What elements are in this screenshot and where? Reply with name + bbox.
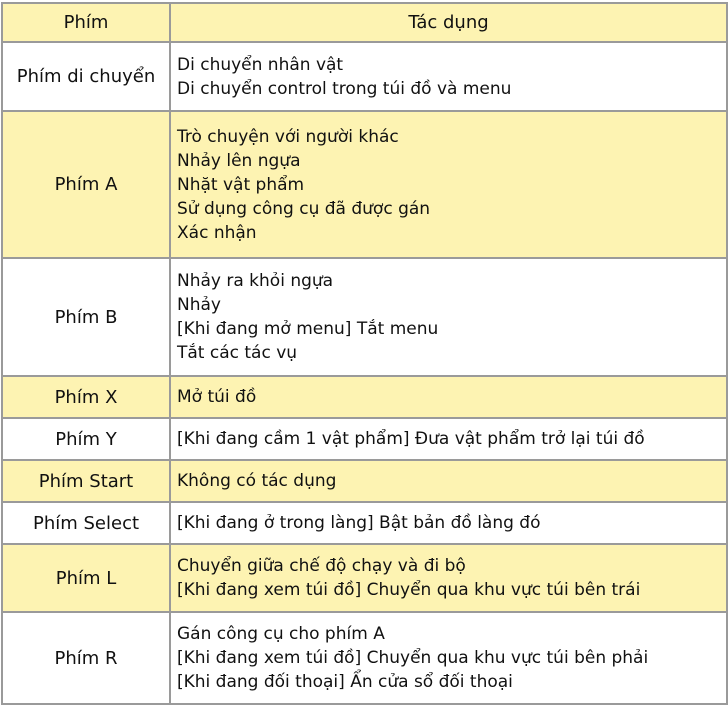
effect-line: Di chuyển nhân vật xyxy=(177,54,344,75)
effect-line: Trò chuyện với người khác xyxy=(177,126,399,147)
effect-cell xyxy=(170,258,727,376)
effect-cell xyxy=(170,418,727,460)
effect-line: Tắt các tác vụ xyxy=(177,343,298,363)
key-cell: Phím B xyxy=(2,258,170,376)
key-cell: Phím Y xyxy=(2,418,170,460)
table-row xyxy=(2,376,727,418)
controls-table xyxy=(1,2,728,705)
table-row xyxy=(2,111,727,258)
key-cell: Phím R xyxy=(2,612,170,704)
effect-line: Mở túi đồ xyxy=(177,387,257,407)
table-row xyxy=(2,502,727,544)
table-row xyxy=(2,612,727,704)
effect-cell xyxy=(170,376,727,418)
effect-line: [Khi đang đối thoại] Ẩn cửa sổ đối thoại xyxy=(177,672,513,692)
header-key: Phím xyxy=(2,3,170,42)
table-row xyxy=(2,460,727,502)
effect-line: [Khi đang xem túi đồ] Chuyển qua khu vực túi bên phải xyxy=(177,648,649,668)
key-cell: Phím L xyxy=(2,544,170,612)
effect-cell xyxy=(170,42,727,111)
header-row xyxy=(2,3,727,42)
key-cell: Phím A xyxy=(2,111,170,258)
effect-cell xyxy=(170,460,727,502)
effect-line: Nhảy xyxy=(177,295,221,315)
table-row xyxy=(2,544,727,612)
key-cell: Phím di chuyển xyxy=(2,42,170,111)
effect-line: Nhảy lên ngựa xyxy=(177,150,301,171)
effect-line: Không có tác dụng xyxy=(177,471,337,491)
effect-line: [Khi đang mở menu] Tắt menu xyxy=(177,319,439,339)
effect-line: Xác nhận xyxy=(177,222,257,243)
key-cell: Phím Select xyxy=(2,502,170,544)
effect-line: Nhặt vật phẩm xyxy=(177,174,305,195)
effect-cell xyxy=(170,111,727,258)
effect-line: [Khi đang ở trong làng] Bật bản đồ làng đó xyxy=(177,513,541,533)
effect-cell xyxy=(170,612,727,704)
effect-line: Chuyển giữa chế độ chạy và đi bộ xyxy=(177,556,466,576)
effect-line: [Khi đang xem túi đồ] Chuyển qua khu vực túi bên trái xyxy=(177,580,641,600)
table-row xyxy=(2,418,727,460)
table-row xyxy=(2,258,727,376)
effect-line: Nhảy ra khỏi ngựa xyxy=(177,271,334,291)
effect-line: [Khi đang cầm 1 vật phẩm] Đưa vật phẩm trở lại túi đồ xyxy=(177,429,645,449)
key-cell: Phím Start xyxy=(2,460,170,502)
key-cell: Phím X xyxy=(2,376,170,418)
effect-cell xyxy=(170,502,727,544)
effect-line: Sử dụng công cụ đã được gán xyxy=(177,198,431,219)
effect-cell xyxy=(170,544,727,612)
effect-line: Gán công cụ cho phím A xyxy=(177,624,385,644)
table-row xyxy=(2,42,727,111)
effect-line: Di chuyển control trong túi đồ và menu xyxy=(177,78,512,99)
header-effect: Tác dụng xyxy=(170,3,727,42)
